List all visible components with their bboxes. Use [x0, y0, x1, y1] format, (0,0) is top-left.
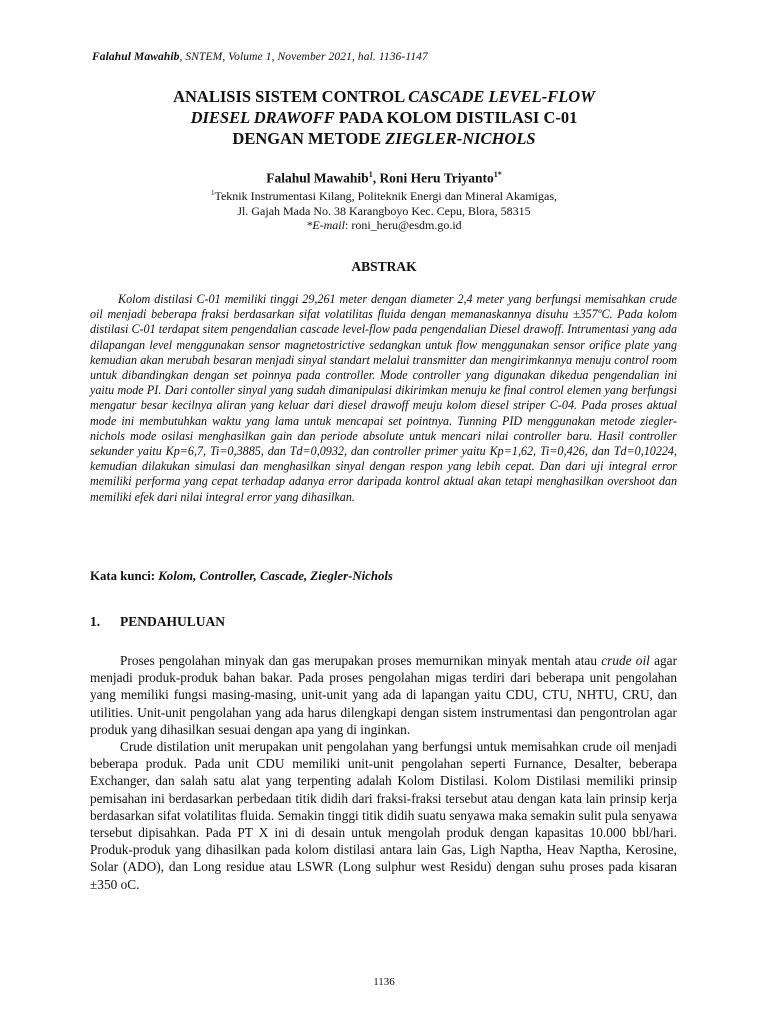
keywords-label: Kata kunci: — [90, 569, 159, 583]
abstract-heading: ABSTRAK — [351, 259, 417, 274]
contact-email: *E-mail: roni_heru@esdm.go.id — [306, 218, 462, 232]
body-text — [90, 652, 677, 893]
abstract-text: Kolom distilasi C-01 memiliki tinggi 29,261 meter dengan diameter 2,4 meter yang berfungsi memisahkan crude oil menjadi beberapa fraksi berdasarkan sifat volatilitas fluida dengan memanaskannya disuhu ±357ºC. Pada kolom distilasi C-01 terdapat sitem pengendalian cascade level-flow pada pengendalian Diesel drawoff. Intrumentasi yang ada dilapangan level menggunakan sensor magnetostrictive sedangkan untuk flow menggunakan sensor orifice plate yang kemudian akan merubah besaran menjadi sinyal standart melalui transmitter dan mengirimkannya menuju control room untuk dibandingkan dengan set poinnya pada controller. Mode controller yang digunakan dikedua pengendalian ini yaitu mode PI. Dari contoller sinyal yang sudah dimanipulasi dikirimkan menuju ke final control elemen yang berfungsi mengatur besar kecilnya aliran yang keluar dari diesel drawoff meuju kolom diesel striper C-04. Pada proses aktual mode ini membutuhkan waktu yang lama untuk mencapai set pointnya. Tunning PID menggunakan metode ziegler-nichols mode osilasi menghasilkan gain dan periode absolute untuk mencari nilai controller baru. Hasil controller sekunder yaitu Kp=6,7, Ti=0,3885, dan Td=0,0932, dan controller primer yaitu Kp=1,62, Ti=0,426, dan Td=0,10224, kemudian dilakukan simulasi dan menghasilkan sinyal dengan respon yang lebih cepat. Dan dari uji integral error memiliki performa yang cepat terhadap adanya error daripada kontrol aktual akan tetapi menghasilkan overshoot dan memiliki efek dari nilai integral error yang dihasilkan. — [90, 292, 677, 504]
affiliation-line-2: Jl. Gajah Mada No. 38 Karangboyo Kec. Cepu, Blora, 58315 — [237, 203, 531, 218]
running-header — [92, 51, 428, 63]
paragraph-1: Proses pengolahan minyak dan gas merupakan proses memurnikan minyak mentah atau crude oil agar menjadi produk-produk bahan bakar. Pada proses pengolahan migas terdiri dari beberapa unit pengolahan yang memiliki fungsi masing-masing, unit-unit yang ada di lapangan yaitu CDU, CTU, NHTU, CRU, dan utilities. Unit-unit pengolahan yang ada harus dilengkapi dengan sistem instrumentasi dan pengontrolan agar produk yang dihasilkan sesuai dengan apa yang di inginkan. — [90, 653, 677, 737]
keywords-value: Kolom, Controller, Cascade, Ziegler-Nichols — [158, 569, 393, 583]
paper-title — [80, 86, 688, 149]
author-2: Roni Heru Triyanto — [379, 170, 494, 186]
title-line-1: ANALISIS SISTEM CONTROL CASCADE LEVEL-FLOW — [173, 87, 595, 106]
author-1-affiliation-mark: 1 — [368, 170, 373, 179]
paragraph-2: Crude distilation unit merupakan unit pengolahan yang berfungsi untuk memisahkan crude oil menjadi beberapa produk. Pada unit CDU memiliki unit-unit pengolahan seperti Furnance, Desalter, beberapa Exchanger, dan salah satu alat yang terpenting adalah Kolom Distilasi. Kolom Distilasi memiliki prinsip pemisahan ini berdasarkan perbedaan titik didih dari fraksi-fraksi tersebut atau dengan kata lain prinsip kerja berdasarkan sifat volatilitas fluida. Semakin tinggi titik didih suatu senyawa maka semakin sulit pula senyawa tersebut dipisahkan. Pada PT X ini di desain untuk mengolah produk dengan kapasitas 10.000 bbl/hari. Produk-produk yang dihasilkan pada kolom distilasi antara lain Gas, Ligh Naptha, Heav Naptha, Kerosine, Solar (ADO), dan Long residue atau LSWR (Long sulphur west Residu) dengan suhu proses pada kisaran ±350 oC. — [90, 739, 677, 892]
page-number: 1136 — [373, 976, 395, 988]
section-heading — [90, 614, 225, 630]
keywords — [90, 569, 690, 584]
author-list: Falahul Mawahib$^1$, Roni Heru Triyanto$^{1*}$ — [266, 170, 502, 186]
title-line-3: DENGAN METODE ZIEGLER-NICHOLS — [232, 129, 536, 148]
affiliation — [80, 186, 688, 233]
running-header-author: Falahul Mawahib — [92, 51, 180, 63]
author-2-affiliation-mark: 1* — [493, 170, 502, 179]
section-number: 1. — [90, 614, 101, 629]
author-1: Falahul Mawahib — [266, 170, 369, 186]
affiliation-line-1: $^1$Teknik Instrumentasi Kilang, Politeknik Energi dan Mineral Akamigas, — [210, 189, 558, 203]
running-header-citation: , SNTEM, Volume 1, November 2021, hal. 1136-1147 — [179, 51, 428, 63]
section-title: PENDAHULUAN — [120, 614, 226, 629]
title-line-2: DIESEL DRAWOFF PADA KOLOM DISTILASI C-01 — [190, 108, 578, 127]
